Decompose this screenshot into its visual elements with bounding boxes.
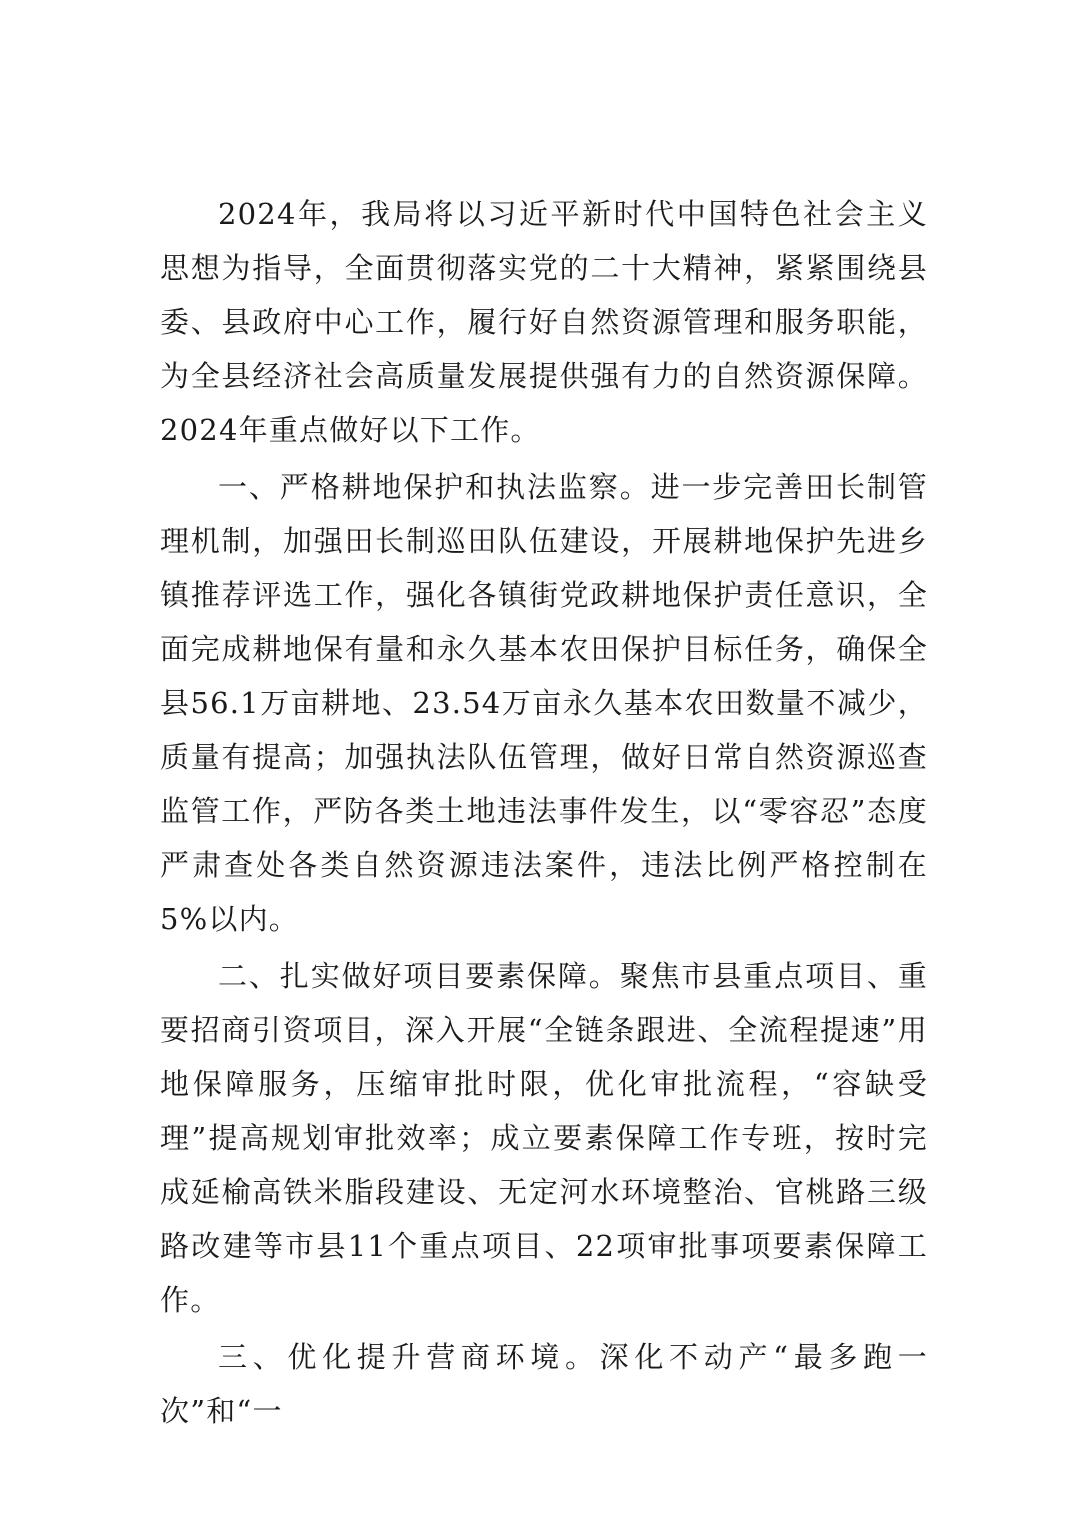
paragraph-farmland-protection: 一、严格耕地保护和执法监察。进一步完善田长制管理机制，加强田长制巡田队伍建设，开展耕地保护先进乡镇推荐评选工作，强化各镇街党政耕地保护责任意识，全面完成耕地保有量和永久基本农田保护目标任务，确保全县56.1万亩耕地、23.54万亩永久基本农田数量不减少，质量有提高；加强执法队伍管理，做好日常自然资源巡查监管工作，严防各类土地违法事件发生，以“零容忍”态度严肃查处各类自然资源违法案件，违法比例严格控制在5%以内。 [160, 470, 928, 936]
paragraph-intro: 2024年，我局将以习近平新时代中国特色社会主义思想为指导，全面贯彻落实党的二十大精神，紧紧围绕县委、县政府中心工作，履行好自然资源管理和服务职能，为全县经济社会高质量发展提供强有力的自然资源保障。2024年重点做好以下工作。 [160, 197, 928, 447]
document-body [160, 187, 928, 1438]
paragraph-business-environment: 三、优化提升营商环境。深化不动产“最多跑一次”和“一 [160, 1340, 928, 1428]
paragraph-project-support: 二、扎实做好项目要素保障。聚焦市县重点项目、重要招商引资项目，深入开展“全链条跟进、全流程提速”用地保障服务，压缩审批时限，优化审批流程，“容缺受理”提高规划审批效率；成立要素保障工作专班，按时完成延榆高铁米脂段建设、无定河水环境整治、官桃路三级路改建等市县11个重点项目、22项审批事项要素保障工作。 [160, 959, 928, 1317]
